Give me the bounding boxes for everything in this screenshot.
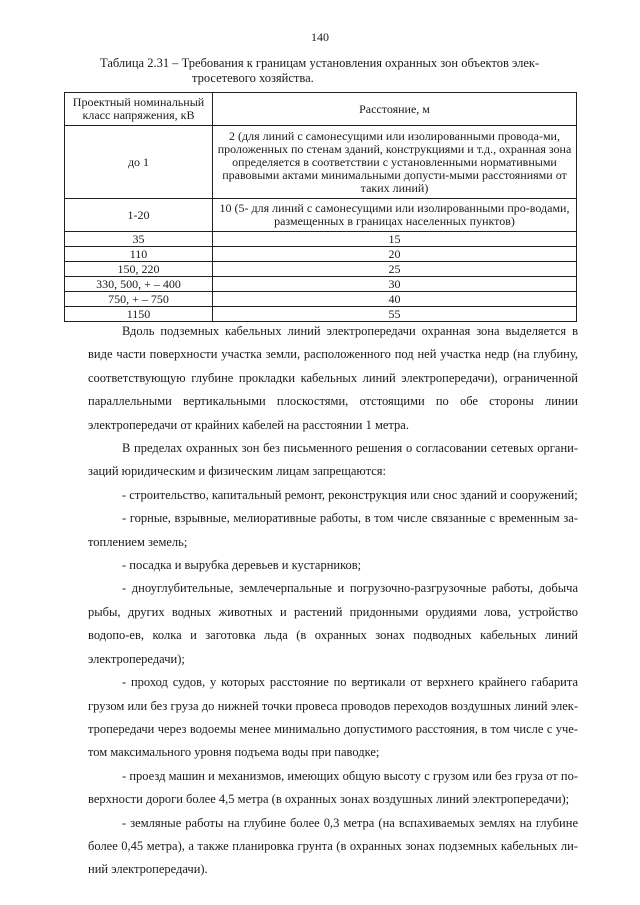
list-item: - посадка и вырубка деревьев и кустарников; <box>122 558 362 573</box>
table-row <box>65 126 577 199</box>
voltage-cell: 750, + – 750 <box>65 292 213 307</box>
caption-line-1: Таблица 2.31 – Требования к границам установления охранных зон объектов элек- <box>100 56 540 70</box>
distance-cell: 30 <box>213 277 577 292</box>
table-row <box>65 199 577 232</box>
caption-line-2: тросетевого хозяйства. <box>192 71 314 85</box>
distance-cell: 10 (5- для линий с самонесущими или изолированными про-водами, размещенных в границах населенных пунктов) <box>213 199 577 232</box>
paragraph: Вдоль подземных кабельных линий электропередачи охранная зона выделяется в виде части поверхности участка земли, расположенного под ней участка недр (на глубину, соответствующую глубине прокладки кабельных линий электропередачи), ограниченной параллельными вертикальными плоскостями, отстоящими по обе стороны линии электропередачи от крайних кабелей на расстоянии 1 метра. <box>88 324 578 432</box>
protection-zones-table <box>64 92 577 322</box>
voltage-cell: 35 <box>65 232 213 247</box>
distance-cell: 25 <box>213 262 577 277</box>
voltage-cell: 1150 <box>65 307 213 322</box>
paragraph: В пределах охранных зон без письменного решения о согласовании сетевых органи-заций юридическим и физическим лицам запрещаются: <box>88 441 578 479</box>
table-row <box>65 232 577 247</box>
list-item: - проезд машин и механизмов, имеющих общую высоту с грузом или без груза от по-верхности дороги более 4,5 метра (в охранных зонах воздушных линий электропередачи); <box>88 768 578 807</box>
voltage-cell: 150, 220 <box>65 262 213 277</box>
distance-cell: 20 <box>213 247 577 262</box>
list-item: - проход судов, у которых расстояние по вертикали от верхнего крайнего габарита грузом или без груза до нижней точки провеса проводов переходов воздушных линий элек-тропередачи через водоемы менее минимально допустимого расстояния, в том числе с уче-том максимального уровня подъема воды при паводке; <box>88 675 578 760</box>
header-voltage: Проектный номинальный класс напряжения, кВ <box>65 93 213 126</box>
page-number: 140 <box>311 30 329 44</box>
list-item: - дноуглубительные, землечерпальные и погрузочно-разгрузочные работы, добыча рыбы, других водных животных и растений придонными орудиями лова, устройство водопо-ев, колка и заготовка льда (в охранных зонах подводных кабельных линий электропередачи); <box>88 581 578 666</box>
table-row <box>65 262 577 277</box>
voltage-cell: 1-20 <box>65 199 213 232</box>
voltage-cell: 110 <box>65 247 213 262</box>
table-header-row <box>65 93 577 126</box>
table-row <box>65 277 577 292</box>
list-item: - горные, взрывные, мелиоративные работы, в том числе связанные с временным за-топлением земель; <box>88 511 578 549</box>
table-row <box>65 292 577 307</box>
table-row <box>65 247 577 262</box>
body-text <box>88 320 578 882</box>
distance-cell: 55 <box>213 307 577 322</box>
header-distance: Расстояние, м <box>213 93 577 126</box>
table-caption <box>100 56 550 86</box>
distance-cell: 40 <box>213 292 577 307</box>
list-item: - строительство, капитальный ремонт, реконструкция или снос зданий и сооружений; <box>122 487 578 502</box>
voltage-cell: до 1 <box>65 126 213 199</box>
distance-cell: 15 <box>213 232 577 247</box>
voltage-cell: 330, 500, + – 400 <box>65 277 213 292</box>
list-item: - земляные работы на глубине более 0,3 метра (на вспахиваемых землях на глубине более 0,45 метра), а также планировка грунта (в охранных зонах подземных кабельных ли-ний электропередачи). <box>88 815 578 877</box>
distance-cell: 2 (для линий с самонесущими или изолированными провода-ми, проложенных по стенам зданий, конструкциями и т.д., охранная зона определяется в соответствии с установленными нормативными правовыми актами минимальными допусти-мыми расстояниями от таких линий) <box>213 126 577 199</box>
